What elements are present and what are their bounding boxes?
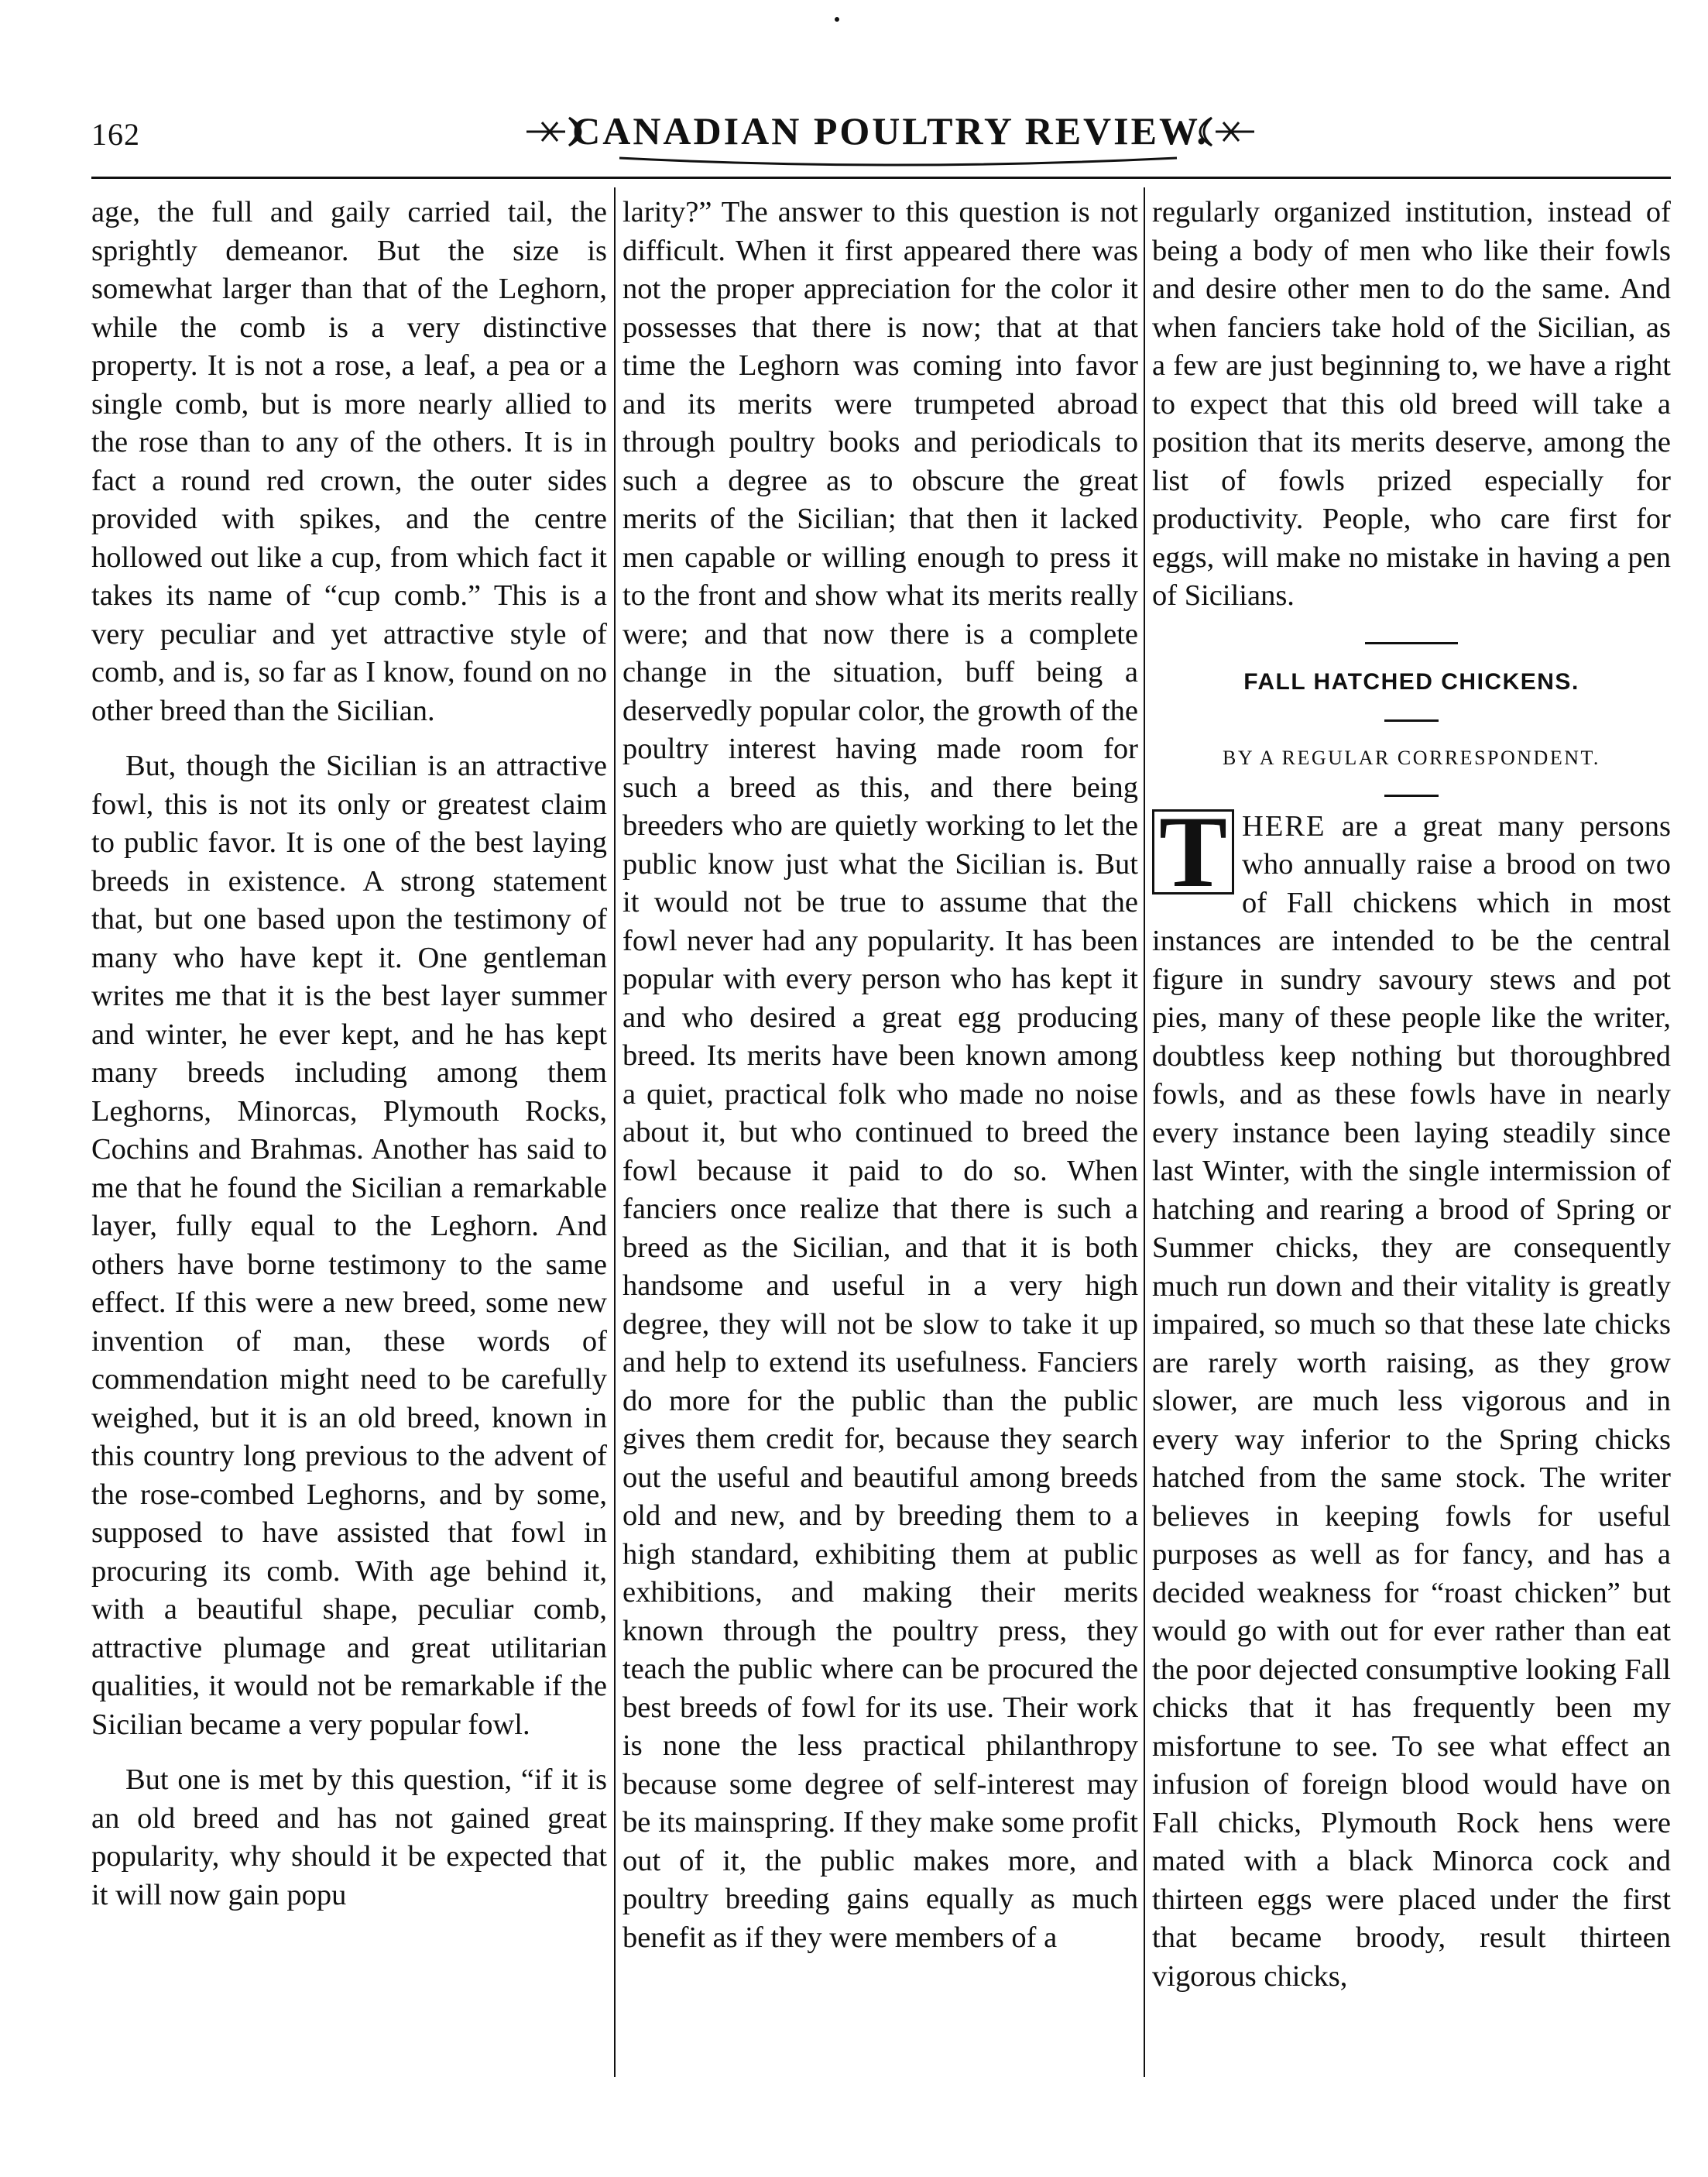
paragraph: larity?” The answer to this question is not difficult. When it first appeared there was not the proper appreciation for the color it possesses that there is now; that at that time the Leghorn was coming into favor and its merits were trumpeted abroad through poultry books and periodicals to such a degree as to obscure the great merits of the Sicilian; that then it lacked men capable or willing enough to press it to the front and show what its merits really were; and that now there is a complete change in the situation, buff being a deservedly popular color, the growth of the poultry interest having made room for such a breed as this, and there being breeders who are quietly working to let the public know just what the Sicilian is. But it would not be true to assume that the fowl never had any popularity. It has been popular with every person who has kept it and who desired a great egg producing breed. Its merits have been known among a quiet, practical folk who made no noise about it, but who continued to breed the fowl because it paid to do so. When fanciers once realize that there is such a breed as the Sicilian, and that it is both handsome and useful in a very high degree, they will not be slow to take it up and help to extend its usefulness. Fanciers do more for the public than the public gives them credit for, because they search out the useful and beautiful among breeds old and new, and by breeding them to a high standard, exhibiting them at public exhibitions, and making their merits known through the poultry press, they teach the public where can be procured the best breeds of fowl for its use. Their work is none the less practical philanthropy because some degree of self-interest may be its mainspring. If they make some profit out of it, the public makes more, and poultry breeding gains equally as much benefit as if they were members of a xyxy=(622,196,1138,1954)
article-text: are a great many persons who annually raise a brood on two of Fall chickens which in most instances are intended to be the central figure in sundry savoury stews and pot pies, many of these people like the writer, doubtless keep nothing but thoroughbred fowls, and as these fowls have in nearly every instance been laying steadily since last Winter, with the single intermission of hatching and rearing a brood of Spring or Summer chicks, they are consequently much run down and their vitality is greatly impaired, so much so that these late chicks are rarely worth raising, as they grow slower, are much less vigorous and in every way inferior to the Spring chicks hatched from the same stock. The writer believes in keeping fowls for useful purposes as well as for fancy, and has a decided weakness for “roast chicken” but would go with out for ever rather than eat the poor dejected consumptive looking Fall chicks that it has frequently been my misfortune to see. To see what effect an infusion of foreign blood would have on Fall chicks, Plymouth Rock hens were mated with a black Minorca cock and thirteen eggs were placed under the first that became broody, result thirteen vigorous chicks, xyxy=(1152,809,1671,1993)
column-divider xyxy=(1144,187,1145,2077)
drop-cap: T xyxy=(1152,809,1234,894)
page-speck xyxy=(835,17,839,22)
header-rule xyxy=(91,177,1671,179)
paragraph: But, though the Sicilian is an attractive fowl, this is not its only or greatest claim to public favor. It is one of the best laying breeds in existence. A strong statement that, but one based upon the testimony of many who have kept it. One gentleman writes me that it is the best layer summer and winter, he ever kept, and he has kept many breeds including among them Leghorns, Minorcas, Plymouth Rocks, Cochins and Brahmas. Another has said to me that he found the Sicilian a remarkable layer, fully equal to the Leghorn. And others have borne testimony to the same effect. If this were a new breed, some new invention of man, these words of commendation might need to be carefully weighed, but it is an old breed, known in this country long previous to the advent of the rose-combed Leghorns, and by some, supposed to have assisted that fowl in procuring its comb. With age behind it, with a beautiful shape, peculiar comb, attractive plumage and great utilitarian qualities, it would not be remarkable if the Sicilian became a very popular fowl. xyxy=(91,750,607,1741)
masthead-ornament-icon xyxy=(511,94,1270,169)
paragraph: regularly organized institution, instead of being a body of men who like their fowls and desire other men to do the same. And when fanciers take hold of the Sicilian, as a few are just beginning to, we have a right to expect that this old breed will take a position that its merits deserve, among the list of fowls prized especially for productivity. People, who care first for eggs, will make no mistake in having a pen of Sicilians. xyxy=(1152,196,1671,612)
section-divider xyxy=(1384,795,1439,797)
article-heading: FALL HATCHED CHICKENS. xyxy=(1243,668,1579,695)
lead-word: HERE xyxy=(1242,809,1326,843)
masthead xyxy=(511,94,1270,169)
column-3 xyxy=(1152,194,1671,2145)
masthead-title: CANADIAN POULTRY REVIEW. xyxy=(572,109,1209,153)
column-1 xyxy=(91,194,607,2145)
paragraph: age, the full and gaily carried tail, the sprightly demeanor. But the size is somewhat larger than that of the Leghorn, while the comb is a very distinctive property. It is not a rose, a leaf, a pea or a single comb, but is more nearly allied to the rose than to any of the others. It is in fact a round red crown, the outer sides provided with spikes, and the centre hollowed out like a cup, from which fact it takes its name of “cup comb.” This is a very peculiar and yet attractive style of comb, and is, so far as I know, found on no other breed than the Sicilian. xyxy=(91,196,607,727)
paragraph: But one is met by this question, “if it is an old breed and has not gained great popularity, why should it be expected that it will now gain popu xyxy=(91,1763,607,1911)
article-body xyxy=(1152,794,1671,1997)
page-number: 162 xyxy=(91,117,140,152)
section-divider xyxy=(1365,642,1458,644)
column-2 xyxy=(622,194,1138,2145)
section-divider xyxy=(1384,719,1439,722)
article-byline: BY A REGULAR CORRESPONDENT. xyxy=(1223,747,1600,769)
column-divider xyxy=(614,187,616,2077)
